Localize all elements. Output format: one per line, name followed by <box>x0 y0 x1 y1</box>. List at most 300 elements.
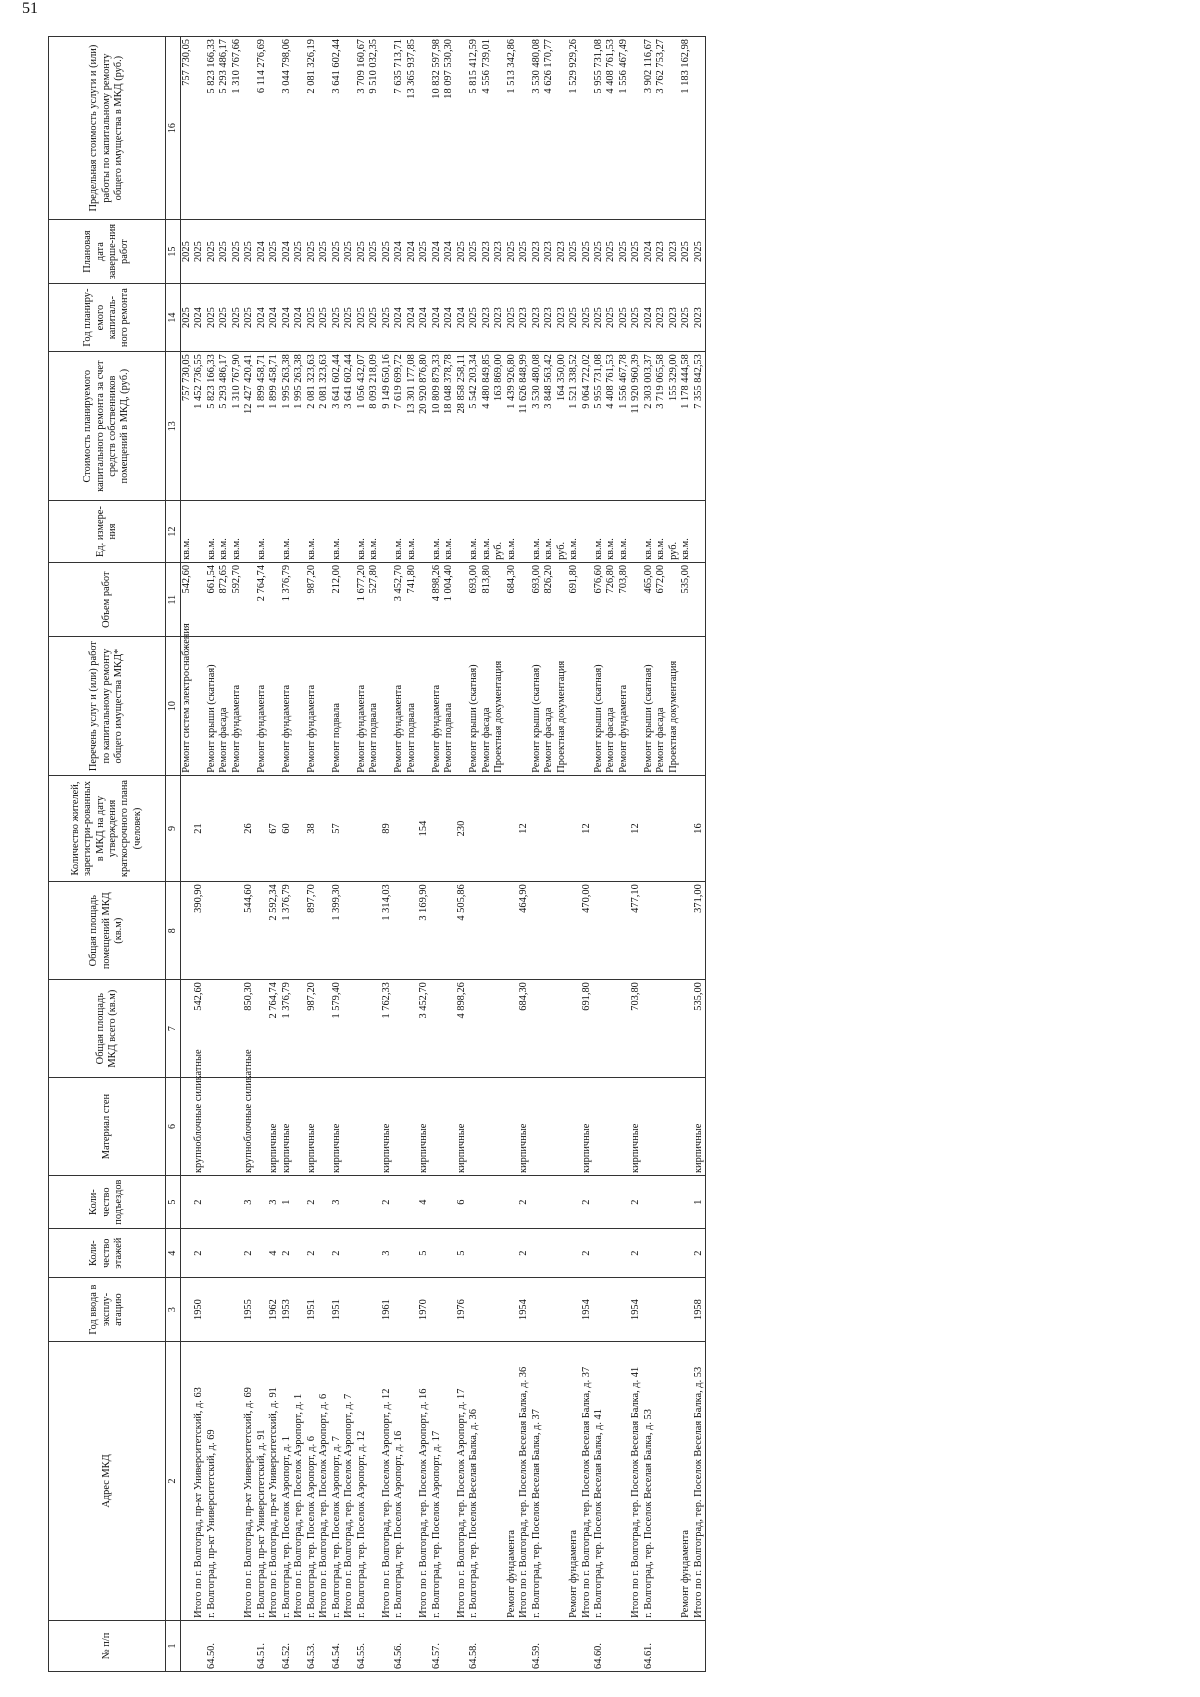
column-header: № п/п <box>49 1620 166 1671</box>
cell-line <box>356 778 368 879</box>
cell-line: 4 408 761,53 <box>605 39 617 94</box>
cell-line: 691,80 <box>580 982 592 1011</box>
cell-line: 5 823 166,33 <box>205 39 217 94</box>
cell-line: 2025 <box>355 307 367 328</box>
table-cell <box>693 882 706 980</box>
table-cell <box>193 1229 205 1278</box>
cell-line: 1 677,20 <box>355 564 367 602</box>
table-cell <box>418 1278 430 1342</box>
cell-line: кв.м. <box>330 538 342 560</box>
cell-line: 64.58. <box>468 1643 480 1669</box>
cell-line: кирпичные <box>280 1123 292 1173</box>
capital-repair-table <box>48 36 706 1672</box>
table-row <box>431 37 456 1672</box>
cell-line: 3 762 753,27 <box>655 39 667 94</box>
cell-line: кв.м. <box>592 538 604 560</box>
table-cell <box>256 352 268 501</box>
table-cell <box>356 882 381 980</box>
cell-line <box>193 39 205 217</box>
table-cell <box>243 1620 255 1671</box>
cell-line: Итого по г. Волгоград, пр-кт Университетский, д. 69 <box>243 1387 255 1618</box>
table-cell <box>181 220 194 284</box>
total-row <box>268 37 280 1672</box>
table-cell <box>181 1229 194 1278</box>
cell-line: 3 848 563,42 <box>543 354 555 409</box>
table-cell <box>418 562 430 637</box>
cell-line: 4 <box>418 1199 430 1205</box>
table-cell <box>643 980 680 1078</box>
table-cell <box>418 352 430 501</box>
table-cell <box>680 882 692 980</box>
cell-line <box>506 1623 518 1669</box>
table-cell <box>630 1342 642 1621</box>
table-cell <box>518 1078 530 1176</box>
table-cell <box>243 637 255 775</box>
cell-line: 371,00 <box>692 884 704 913</box>
table-cell <box>531 1078 568 1176</box>
table-cell <box>306 352 331 501</box>
table-cell <box>431 1342 456 1621</box>
table-cell <box>193 284 205 352</box>
table-row <box>506 37 518 1672</box>
table-cell <box>206 352 243 501</box>
cell-line: 1 995 263,38 <box>280 354 292 409</box>
cell-line: 465,00 <box>642 564 654 594</box>
table-cell <box>281 882 306 980</box>
table-cell <box>268 1078 280 1176</box>
table-cell <box>306 501 331 563</box>
column-number: 5 <box>166 1176 181 1229</box>
cell-line: кв.м. <box>468 538 480 560</box>
cell-line: Проектная документация <box>667 660 679 773</box>
cell-line: кирпичные <box>580 1123 592 1173</box>
table-cell <box>643 775 680 881</box>
cell-line <box>468 1080 480 1173</box>
column-header: Плановая дата заверше-ния работ <box>49 220 166 284</box>
cell-line: 67 <box>268 823 280 834</box>
cell-line <box>393 982 405 1075</box>
cell-line <box>431 884 443 977</box>
cell-line: 64.51. <box>255 1643 267 1669</box>
cell-line: 1962 <box>268 1299 280 1320</box>
cell-line <box>593 884 605 977</box>
table-cell <box>381 562 393 637</box>
table-cell <box>356 1342 381 1621</box>
cell-line: 2024 <box>455 307 467 328</box>
cell-line: г. Волгоград, тер. Поселок Аэропорт, д. 16 <box>393 1430 405 1618</box>
table-cell <box>630 284 642 352</box>
cell-line <box>581 639 593 772</box>
table-cell <box>693 1278 706 1342</box>
cell-line: 64.57. <box>430 1643 442 1669</box>
table-cell <box>356 1278 381 1342</box>
table-cell <box>593 37 630 220</box>
table-cell <box>243 352 255 501</box>
cell-line <box>680 1280 692 1339</box>
table-cell <box>456 980 468 1078</box>
cell-line: 2025 <box>680 307 692 328</box>
cell-line: 684,30 <box>505 564 517 594</box>
table-cell <box>630 1176 642 1229</box>
cell-line: 5 293 486,17 <box>218 354 230 409</box>
table-cell <box>630 882 642 980</box>
table-cell <box>268 1620 280 1671</box>
table-cell <box>468 1342 505 1621</box>
cell-line: кв.м. <box>655 538 667 560</box>
cell-line: Итого по г. Волгоград, тер. Поселок Веселая Балка, д. 41 <box>630 1366 642 1618</box>
table-cell <box>381 501 393 563</box>
cell-line: 4 505,86 <box>455 884 467 921</box>
cell-line <box>493 565 505 635</box>
cell-line <box>243 565 255 635</box>
table-cell <box>268 1342 280 1621</box>
table-cell <box>381 1342 393 1621</box>
column-number: 11 <box>166 562 181 637</box>
cell-line <box>181 884 193 977</box>
table-cell <box>193 562 205 637</box>
cell-line: 4 480 849,85 <box>480 354 492 409</box>
table-cell <box>331 37 356 220</box>
table-cell <box>243 1342 255 1621</box>
table-cell <box>568 1278 580 1342</box>
table-cell <box>506 980 518 1078</box>
table-cell <box>506 37 518 220</box>
table-cell <box>181 1176 194 1229</box>
cell-line: 2024 <box>293 307 305 328</box>
table-row <box>181 37 194 1672</box>
table-cell <box>206 562 243 637</box>
cell-line <box>468 884 480 977</box>
table-cell <box>680 1620 692 1671</box>
cell-line <box>418 639 430 772</box>
table-cell <box>468 220 505 284</box>
cell-line: 1 376,79 <box>280 884 292 921</box>
column-number: 13 <box>166 352 181 501</box>
total-row <box>456 37 468 1672</box>
table-cell <box>206 775 243 881</box>
cell-line: г. Волгоград, тер. Поселок Аэропорт, д. 7 <box>330 1436 342 1618</box>
table-cell <box>593 1620 630 1671</box>
table-cell <box>256 1620 268 1671</box>
table-cell <box>393 1342 418 1621</box>
cell-line <box>381 39 393 217</box>
table-cell <box>680 352 692 501</box>
table-cell <box>331 220 356 284</box>
table-cell <box>643 1078 680 1176</box>
cell-line: Ремонт фасада <box>480 707 492 773</box>
cell-line: 2 <box>305 1250 317 1256</box>
cell-line: 2024 <box>393 241 405 263</box>
cell-line: г. Волгоград, тер. Поселок Аэропорт, д. 1 <box>280 1436 292 1618</box>
total-row <box>630 37 642 1672</box>
cell-line: 3 530 480,08 <box>530 354 542 409</box>
table-cell <box>568 284 580 352</box>
cell-line: Итого по г. Волгоград, тер. Поселок Веселая Балка, д. 53 <box>692 1366 704 1618</box>
cell-line: кирпичные <box>692 1123 704 1173</box>
table-cell <box>643 637 680 775</box>
cell-line: 64.55. <box>355 1643 367 1669</box>
cell-line <box>680 1623 692 1669</box>
table-cell <box>568 220 580 284</box>
table-cell <box>256 980 268 1078</box>
table-cell <box>418 220 430 284</box>
cell-line <box>181 1280 193 1339</box>
cell-line <box>568 982 580 1075</box>
cell-line <box>531 1231 543 1275</box>
cell-line: кирпичные <box>380 1123 392 1173</box>
cell-line: 542,60 <box>193 982 205 1011</box>
table-cell <box>393 284 418 352</box>
cell-line: Ремонт крыши (скатная) <box>592 664 604 773</box>
cell-line: 3 <box>380 1250 392 1256</box>
cell-line: 3 <box>243 1199 255 1205</box>
table-cell <box>393 220 418 284</box>
table-cell <box>630 1229 642 1278</box>
table-cell <box>456 1229 468 1278</box>
table-cell <box>306 637 331 775</box>
cell-line <box>568 639 580 772</box>
table-cell <box>581 1229 593 1278</box>
cell-line <box>418 565 430 635</box>
table-cell <box>581 775 593 881</box>
cell-line: 2023 <box>655 241 667 263</box>
cell-line: 2024 <box>268 307 280 328</box>
cell-line: 470,00 <box>580 884 592 913</box>
cell-line: 2025 <box>305 241 317 263</box>
cell-line: Ремонт фасада <box>605 707 617 773</box>
table-cell <box>680 501 692 563</box>
table-cell <box>256 220 268 284</box>
table-cell <box>431 37 456 220</box>
cell-line: 5 <box>418 1250 430 1256</box>
table-cell <box>693 1342 706 1621</box>
table-cell <box>568 882 580 980</box>
table-cell <box>256 37 268 220</box>
cell-line <box>506 1178 518 1226</box>
cell-line <box>256 1178 268 1226</box>
column-number: 1 <box>166 1620 181 1671</box>
cell-line <box>418 1623 430 1669</box>
cell-line <box>693 1623 705 1669</box>
table-cell <box>680 1278 692 1342</box>
cell-line: 2023 <box>667 241 679 263</box>
cell-line: 2025 <box>630 307 642 328</box>
cell-line: 544,60 <box>243 884 255 913</box>
table-cell <box>518 1278 530 1342</box>
table-cell <box>593 1342 630 1621</box>
table-cell <box>281 1229 306 1278</box>
cell-line: 1 762,33 <box>380 982 392 1019</box>
table-cell <box>356 637 381 775</box>
table-cell <box>680 37 692 220</box>
cell-line: кв.м. <box>430 538 442 560</box>
table-cell <box>431 501 456 563</box>
cell-line <box>193 503 205 560</box>
table-cell <box>281 637 306 775</box>
cell-line: 12 427 420,41 <box>243 354 255 414</box>
cell-line: Ремонт систем электроснабжения <box>181 623 192 773</box>
table-cell <box>256 562 268 637</box>
cell-line <box>206 982 218 1075</box>
table-cell <box>268 882 280 980</box>
cell-line: г. Волгоград, тер. Поселок Аэропорт, д. 12 <box>355 1430 367 1618</box>
table-cell <box>456 220 468 284</box>
cell-line: 1 056 432,07 <box>355 354 367 409</box>
total-row <box>693 37 706 1672</box>
table-cell <box>381 980 393 1078</box>
table-cell <box>306 1229 331 1278</box>
table-cell <box>568 1176 580 1229</box>
cell-line: 2023 <box>493 241 505 263</box>
cell-line: 1961 <box>380 1299 392 1320</box>
cell-line <box>680 778 692 879</box>
table-cell <box>630 352 642 501</box>
cell-line <box>181 1623 193 1669</box>
cell-line: 2023 <box>493 307 505 328</box>
cell-line: руб. <box>667 541 679 560</box>
cell-line: 2023 <box>518 307 530 328</box>
cell-line: 164 350,00 <box>555 354 567 401</box>
table-cell <box>456 1176 468 1229</box>
table-cell <box>693 637 706 775</box>
table-cell <box>431 775 456 881</box>
table-cell <box>356 775 381 881</box>
cell-line <box>206 778 218 879</box>
cell-line: 11 626 848,99 <box>518 354 530 414</box>
cell-line: кв.м. <box>505 538 517 560</box>
table-cell <box>268 284 280 352</box>
table-cell <box>468 775 505 881</box>
table-cell <box>468 284 505 352</box>
cell-line: кв.м. <box>642 538 654 560</box>
cell-line: 1 310 767,66 <box>230 39 242 94</box>
table-cell <box>243 562 255 637</box>
cell-line: 2 303 003,37 <box>642 354 654 409</box>
cell-line <box>531 1280 543 1339</box>
cell-line: 757 730,05 <box>181 354 192 401</box>
cell-line <box>531 1080 543 1173</box>
cell-line <box>393 1231 405 1275</box>
cell-line <box>593 982 605 1075</box>
table-cell <box>418 37 430 220</box>
table-cell <box>680 220 692 284</box>
cell-line: 2 <box>305 1199 317 1205</box>
cell-line: 3 452,70 <box>418 982 430 1019</box>
table-cell <box>568 1078 580 1176</box>
table-cell <box>531 284 568 352</box>
cell-line: 2023 <box>555 241 567 263</box>
table-cell <box>356 1229 381 1278</box>
cell-line: 3 719 065,58 <box>655 354 667 409</box>
table-cell <box>181 352 194 501</box>
table-cell <box>630 980 642 1078</box>
cell-line: 2025 <box>205 241 217 263</box>
cell-line: 2025 <box>293 241 305 263</box>
cell-line: 9 064 722,02 <box>580 354 592 409</box>
table-cell <box>356 37 381 220</box>
table-cell <box>418 637 430 775</box>
cell-line: 2023 <box>530 307 542 328</box>
table-cell <box>206 1078 243 1176</box>
table-cell <box>393 1078 418 1176</box>
table-row <box>468 37 505 1672</box>
cell-line: г. Волгоград, пр-кт Университетский, д. 69 <box>205 1429 217 1618</box>
cell-line: 1 399,30 <box>330 884 342 921</box>
table-cell <box>593 637 630 775</box>
cell-line: 2025 <box>617 241 629 263</box>
table-cell <box>206 1176 243 1229</box>
cell-line: 1955 <box>243 1299 255 1320</box>
cell-line: Ремонт крыши (скатная) <box>642 664 654 773</box>
table-cell <box>418 501 430 563</box>
column-header: Материал стен <box>49 1078 166 1176</box>
table-cell <box>431 1620 456 1671</box>
cell-line <box>680 884 692 977</box>
cell-line: 18 048 378,78 <box>443 354 455 414</box>
table-cell <box>431 882 456 980</box>
table-cell <box>531 220 568 284</box>
table-cell <box>393 501 418 563</box>
cell-line: 2 592,34 <box>268 884 280 921</box>
cell-line: 2024 <box>280 307 292 328</box>
table-cell <box>630 637 642 775</box>
table-cell <box>630 220 642 284</box>
table-cell <box>268 501 280 563</box>
table-cell <box>206 220 243 284</box>
cell-line: 2025 <box>205 307 217 328</box>
cell-line: 2023 <box>692 307 704 328</box>
cell-line: руб. <box>493 541 505 560</box>
cell-line <box>518 639 530 772</box>
cell-line: 1 178 444,58 <box>680 354 692 409</box>
cell-line: 813,80 <box>480 564 492 594</box>
cell-line: 64.59. <box>530 1643 542 1669</box>
table-cell <box>643 1278 680 1342</box>
cell-line: 5 955 731,08 <box>592 39 604 94</box>
cell-line: кирпичные <box>630 1123 642 1173</box>
cell-line: 2 <box>692 1250 704 1256</box>
cell-line: 1 995 263,38 <box>293 354 305 409</box>
cell-line: Итого по г. Волгоград, тер. Поселок Веселая Балка, д. 37 <box>580 1366 592 1618</box>
cell-line: 2023 <box>543 307 555 328</box>
cell-line <box>381 565 393 635</box>
table-cell <box>206 1229 243 1278</box>
cell-line <box>680 1231 692 1275</box>
table-cell <box>468 882 505 980</box>
table-cell <box>456 562 468 637</box>
table-cell <box>206 882 243 980</box>
table-cell <box>456 775 468 881</box>
cell-line: 3 902 116,67 <box>642 39 654 94</box>
cell-line <box>193 565 205 635</box>
table-cell <box>693 775 706 881</box>
cell-line: 2025 <box>355 241 367 263</box>
column-header: Год планиру-емого капиталь-ного ремонта <box>49 284 166 352</box>
table-cell <box>306 562 331 637</box>
cell-line: кирпичные <box>305 1123 317 1173</box>
cell-line <box>206 1280 218 1339</box>
cell-line <box>418 39 430 217</box>
cell-line <box>356 1080 368 1173</box>
table-cell <box>256 284 268 352</box>
table-cell <box>193 501 205 563</box>
table-cell <box>468 637 505 775</box>
cell-line: 2023 <box>555 307 567 328</box>
table-cell <box>393 37 418 220</box>
cell-line <box>381 1623 393 1669</box>
table-cell <box>506 882 518 980</box>
table-cell <box>506 501 518 563</box>
